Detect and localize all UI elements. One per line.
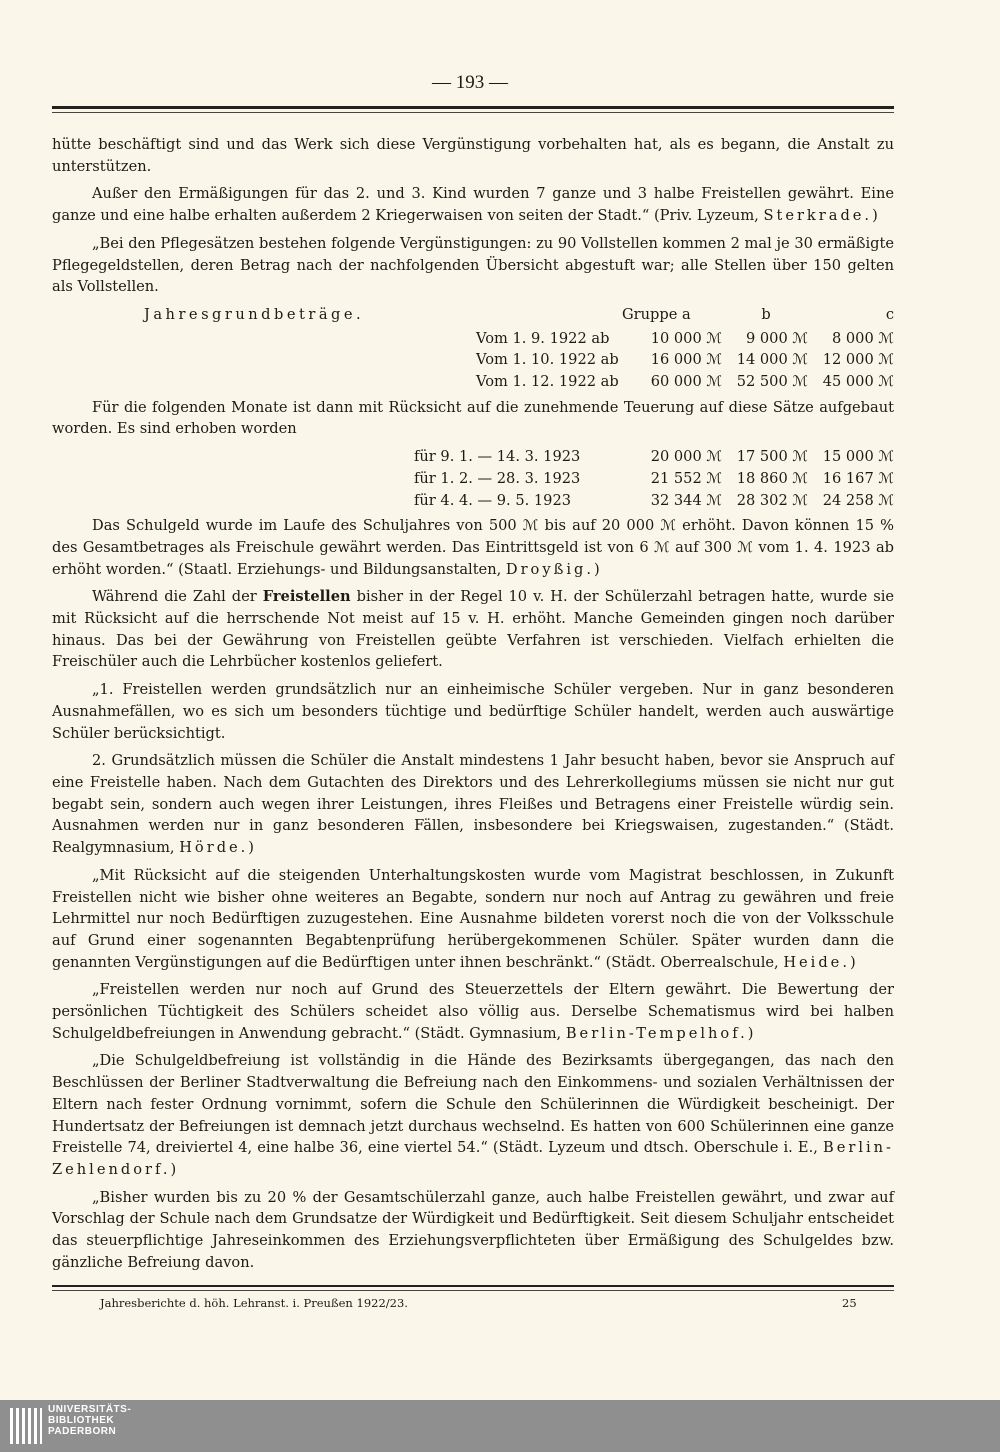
table-header — [52, 304, 894, 326]
library-logo-icon — [8, 1406, 44, 1446]
footer-source: Jahresberichte d. höh. Lehranst. i. Preußen 1922/23. — [100, 1296, 408, 1310]
sheet-number: 25 — [842, 1296, 857, 1310]
table-row: Vom 1. 9. 1922 ab 10 000 ℳ 9 000 ℳ 8 000 ℳ — [476, 329, 894, 347]
paragraph: Für die folgenden Monate ist dann mit Rücksicht auf die zunehmende Teuerung auf diese Sätze aufgebaut worden. Es sind erhoben worden — [52, 398, 894, 438]
column-header: Gruppe a — [622, 305, 691, 323]
table-row: für 9. 1. — 14. 3. 1923 20 000 ℳ 17 500 ℳ 15 000 ℳ — [414, 448, 894, 466]
library-banner — [0, 1400, 1000, 1452]
paragraph: „1. Freistellen werden grundsätzlich nur an einheimische Schüler vergeben. Nur in ganz besonderen Ausnahmefällen, wo es sich um besonders tüchtige und bedürftige Schüler handelt, werden auch auswärtige Schüler berücksichtigt. — [52, 681, 894, 742]
table-row: für 4. 4. — 9. 5. 1923 32 344 ℳ 28 302 ℳ 24 258 ℳ — [414, 491, 894, 509]
fee-table-1 — [52, 304, 894, 393]
place-name: Berlin-Tempelhof.) — [565, 1024, 757, 1042]
paragraph: 2. Grundsätzlich müssen die Schüler die Anstalt mindestens 1 Jahr besucht haben, bevor sie Anspruch auf eine Freistelle haben. Nach dem Gutachten des Direktors und des Lehrerkollegiums müssen sie nicht nur gut begabt sein, sondern auch wegen ihrer Leistungen, ihres Fleißes und Betragens einer Freistelle würdig sein. Ausnahmen werden nur in ganz besonderen Fällen, insbesondere bei Kriegswaisen, zugestanden.“ (Städt. Realgymnasium, Hörde.) — [52, 752, 894, 857]
table-title: Jahresgrundbeträge. — [144, 305, 365, 323]
body-text — [52, 134, 894, 1279]
table-row: Vom 1. 10. 1922 ab 16 000 ℳ 14 000 ℳ 12 000 ℳ — [476, 351, 894, 369]
place-name: Sterkrade.) — [763, 207, 881, 225]
paragraph: Außer den Ermäßigungen für das 2. und 3. Kind wurden 7 ganze und 3 halbe Freistellen gewährt. Eine ganze und eine halbe erhalten außerdem 2 Kriegerwaisen von seiten der Stadt.“ (Priv. Lyzeum, Sterkrade.) — [52, 185, 894, 225]
paragraph: „Bei den Pflegesätzen bestehen folgende Vergünstigungen: zu 90 Vollstellen kommen 2 mal je 30 ermäßigte Pflegegeldstellen, deren Betrag nach der nachfolgenden Übersicht abgestuft war; alle Stellen über 150 gelten als Vollstellen. — [52, 234, 894, 296]
table-row: für 1. 2. — 28. 3. 1923 21 552 ℳ 18 860 ℳ 16 167 ℳ — [414, 469, 894, 487]
paragraph: „Mit Rücksicht auf die steigenden Unterhaltungskosten wurde vom Magistrat beschlossen, in Zukunft Freistellen nicht wie bisher ohne weiteres an Begabte, sondern nur noch auf Antrag zu gewähren und freie Lehrmittel nur noch Bedürftigen zuzugestehen. Eine Ausnahme bildeten vorerst noch die von der Volksschule auf Grund einer sogenannten Begabtenprüfung herübergekommenen Schüler. Später wurden dann die genannten Vergünstigungen auf die Bedürftigen unter ihnen beschränkt.“ (Städt. Oberrealschule, Heide.) — [52, 866, 894, 971]
paragraph: Das Schulgeld wurde im Laufe des Schuljahres von 500 ℳ bis auf 20 000 ℳ erhöht. Davon können 15 % des Gesamtbetrages als Freischule gewährt werden. Das Eintrittsgeld ist von 6 ℳ auf 300 ℳ vom 1. 4. 1923 ab erhöht worden.“ (Staatl. Erziehungs- und Bildungsanstalten, Droyßig.) — [52, 517, 894, 578]
column-header: c — [885, 305, 894, 323]
bold-term: Freistellen — [262, 588, 351, 606]
column-header: b — [761, 305, 771, 323]
page-number: — 193 — — [432, 72, 508, 93]
paragraph: „Freistellen werden nur noch auf Grund des Steuerzettels der Eltern gewährt. Die Bewertung der persönlichen Tüchtigkeit des Schülers scheidet also völlig aus. Derselbe Schematismus wird bei halben Schulgeldbefreiungen in Anwendung gebracht.“ (Städt. Gymnasium, Berlin-Tempelhof.) — [52, 981, 894, 1042]
footer-rule — [52, 1285, 894, 1287]
place-name: Berlin-Zehlendorf.) — [52, 1139, 894, 1178]
fee-table-2 — [52, 446, 894, 511]
paragraph: Während die Zahl der Freistellen bisher in der Regel 10 v. H. der Schülerzahl betragen hatte, wurde sie mit Rücksicht auf die herrschende Not meist auf 15 v. H. erhöht. Manche Gemeinden gingen noch darüber hinaus. Das bei der Gewährung von Freistellen geübte Verfahren ist verschieden. Vielfach erhielten die Freischüler auch die Lehrbücher kostenlos geliefert. — [52, 588, 895, 671]
paragraph: „Bisher wurden bis zu 20 % der Gesamtschülerzahl ganze, auch halbe Freistellen gewährt, und zwar auf Vorschlag der Schule nach dem Grundsatze der Würdigkeit und Bedürftigkeit. Seit diesem Schuljahr entscheidet das steuerpflichtige Jahreseinkommen des Erziehungsverpflichteten über Ermäßigung des Schulgeldes bzw. gänzliche Befreiung davon. — [52, 1188, 894, 1271]
paragraph: „Die Schulgeldbefreiung ist vollständig in die Hände des Bezirksamts übergegangen, das nach den Beschlüssen der Berliner Stadtverwaltung die Befreiung nach den Einkommens- und sozialen Verhältnissen der Eltern nach fester Ordnung vornimmt, sofern die Schule den Schülerinnen die Würdigkeit bescheinigt. Der Hundertsatz der Befreiungen ist demnach jetzt durchaus wechselnd. Es hatten von 600 Schülerinnen eine ganze Freistelle 74, dreiviertel 4, eine halbe 36, eine viertel 54.“ (Städt. Lyzeum und dtsch. Oberschule i. E., Berlin-Zehlendorf.) — [52, 1052, 894, 1178]
paragraph: hütte beschäftigt sind und das Werk sich diese Vergünstigung vorbehalten hat, als es begann, die Anstalt zu unterstützen. — [52, 136, 894, 175]
table-row: Vom 1. 12. 1922 ab 60 000 ℳ 52 500 ℳ 45 000 ℳ — [476, 373, 894, 391]
place-name: Heide.) — [783, 953, 859, 971]
footer-rule-thin — [52, 1290, 894, 1291]
place-name: Droyßig.) — [505, 560, 603, 578]
library-name: UNIVERSITÄTS- BIBLIOTHEK PADERBORN — [48, 1404, 132, 1437]
header-rule — [52, 106, 894, 109]
place-name: Hörde.) — [179, 839, 258, 857]
header-rule-thin — [52, 112, 894, 113]
